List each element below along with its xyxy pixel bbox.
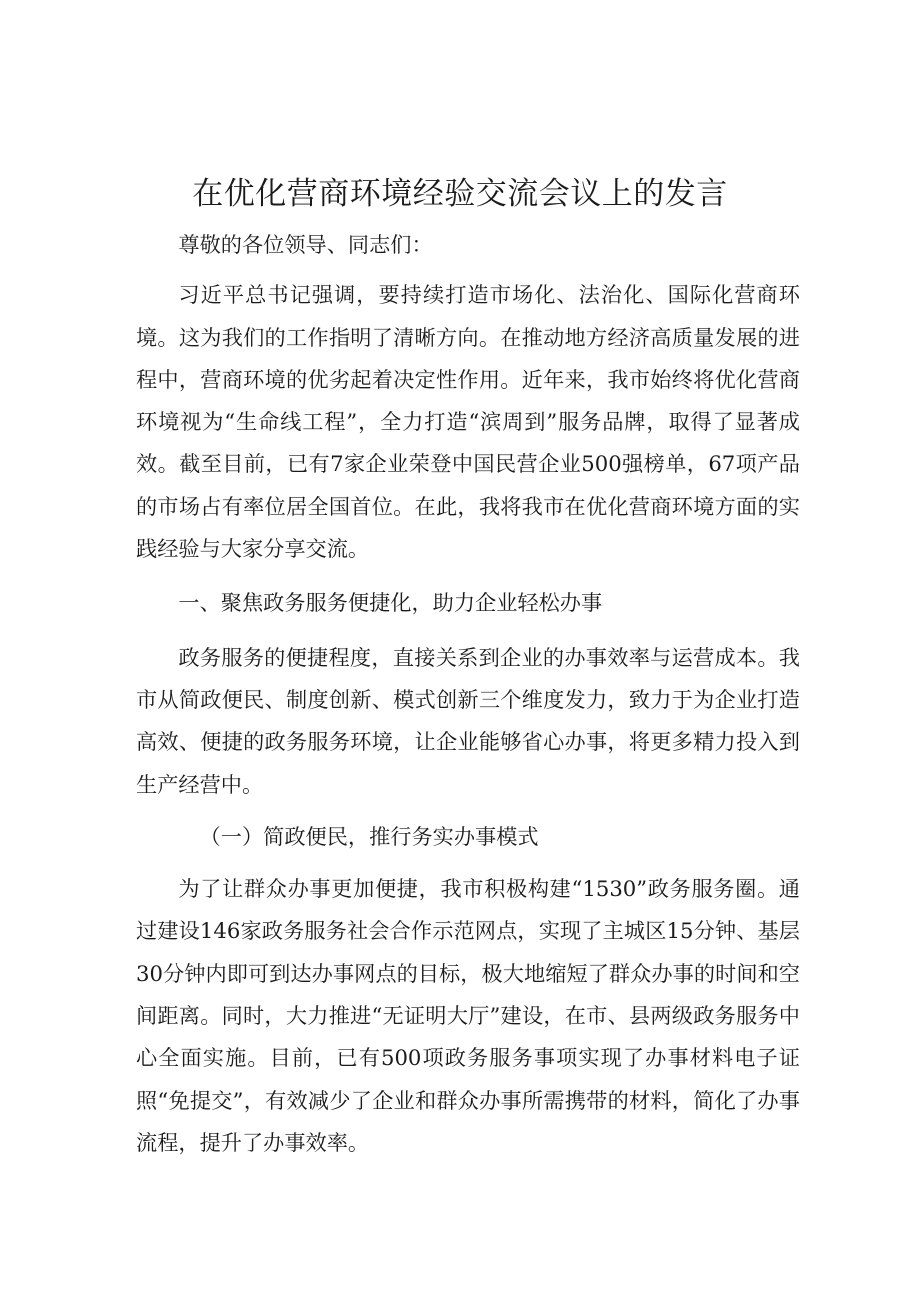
- subsection-heading: （一）简政便民，推行务实办事模式: [199, 823, 539, 849]
- paragraph-gap: [136, 266, 800, 274]
- document-title: 在优化营商环境经验交流会议上的发言: [192, 176, 728, 212]
- salutation: 尊敬的各位领导、同志们：: [178, 232, 433, 257]
- section-heading: 一、聚焦政务服务便捷化，助力企业轻松办事: [178, 590, 603, 616]
- section-paragraph: 政务服务的便捷程度，直接关系到企业的办事效率与运营成本。我市从简政便民、制度创新、模式创新三个维度发力，致力于为企业打造高效、便捷的政务服务环境，让企业能够省心办事，将更多精力投入到生产经营中。: [136, 644, 800, 797]
- intro-paragraph: 习近平总书记强调，要持续打造市场化、法治化、国际化营商环境。这为我们的工作指明了清晰方向。在推动地方经济高质量发展的进程中，营商环境的优劣起着决定性作用。近年来，我市始终将优化营商环境视为“生命线工程”，全力打造“滨周到”服务品牌，取得了显著成效。截至目前，已有7家企业荣登中国民营企业500强榜单，67项产品的市场占有率位居全国首位。在此，我将我市在优化营商环境方面的实践经验与大家分享交流。: [136, 282, 800, 562]
- paragraph-gap: [136, 860, 800, 868]
- paragraph-gap: [136, 629, 800, 637]
- paragraph-gap: [136, 806, 800, 814]
- paragraph-gap: [136, 570, 800, 578]
- document-body: [136, 224, 800, 1164]
- subsection-paragraph: 为了让群众办事更加便捷，我市积极构建“1530”政务服务圈。通过建设146家政务服务社会合作示范网点，实现了主城区15分钟、基层30分钟内即可到达办事网点的目标，极大地缩短了群众办事的时间和空间距离。同时，大力推进“无证明大厅”建设，在市、县两级政务服务中心全面实施。目前，已有500项政务服务事项实现了办事材料电子证照“免提交”，有效减少了企业和群众办事所需携带的材料，简化了办事流程，提升了办事效率。: [136, 876, 800, 1155]
